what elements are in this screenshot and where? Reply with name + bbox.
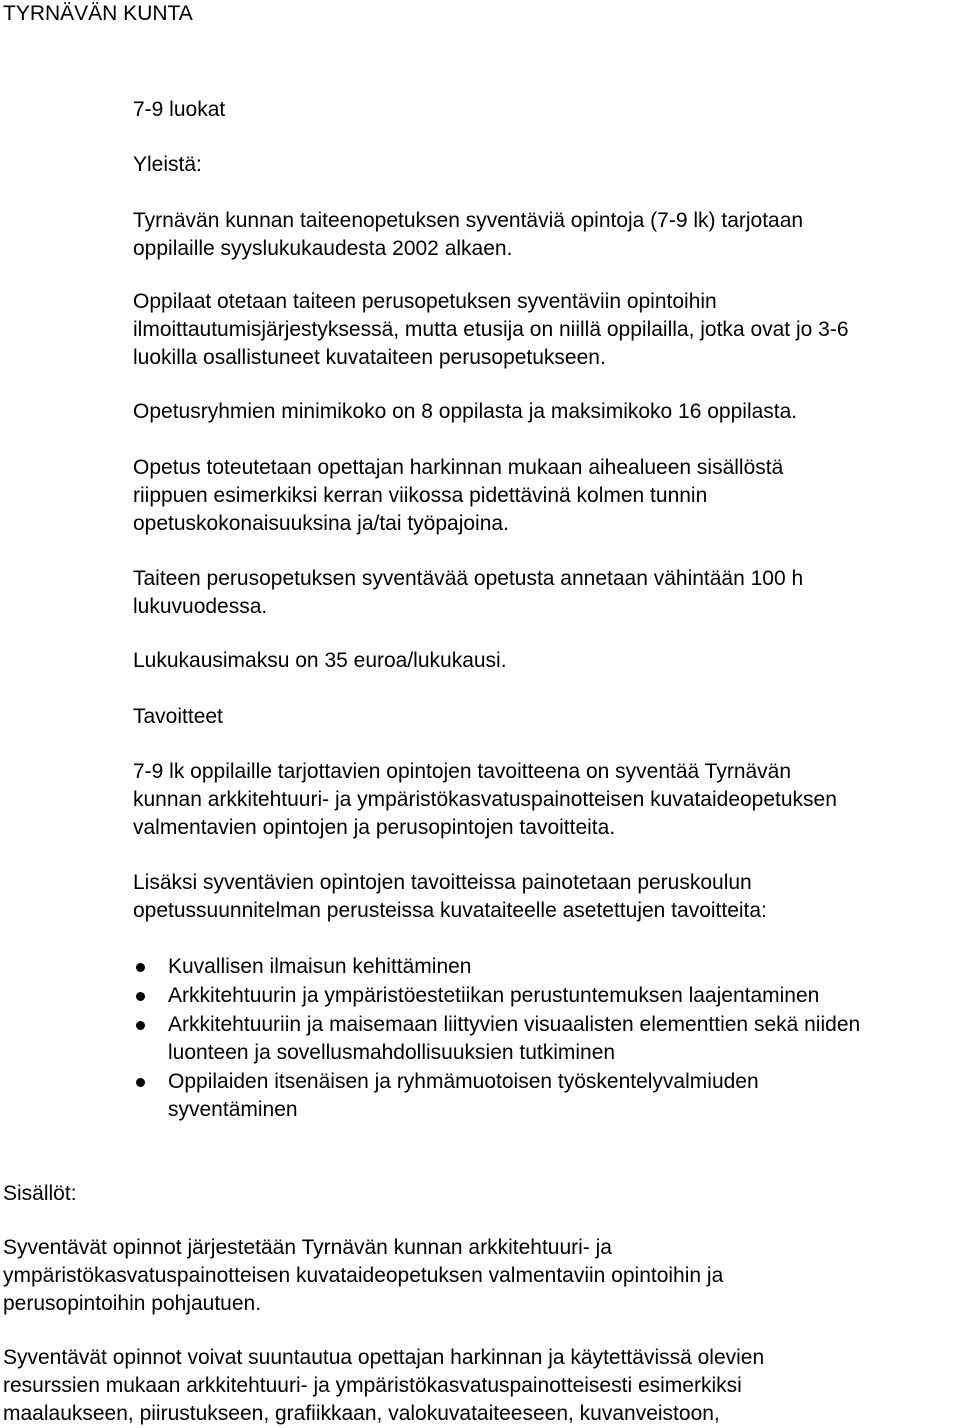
text-line: ympäristökasvatuspainotteisen kuvataideopetuksen valmentaviin opintoihin ja [3, 1264, 724, 1287]
page-header [3, 0, 193, 28]
list-item [168, 1068, 759, 1124]
paragraph-contents-focus [3, 1344, 764, 1428]
text-line: opetussuunnitelman perusteissa kuvataiteelle asetettujen tavoitteita: [133, 899, 767, 922]
general-heading: Yleistä: [133, 153, 202, 176]
text-line: Kuvallisen ilmaisun kehittäminen [168, 955, 472, 978]
text-line: luonteen ja sovellusmahdollisuuksien tutkiminen [168, 1041, 616, 1064]
text-line: Opetus toteutetaan opettajan harkinnan mukaan aihealueen sisällöstä [133, 456, 784, 479]
bullet-icon [136, 1078, 145, 1087]
text-line: Arkkitehtuuriin ja maisemaan liittyvien visuaalisten elementtien sekä niiden [168, 1013, 861, 1036]
municipality-title: TYRNÄVÄN KUNTA [3, 2, 193, 25]
text-line: Oppilaiden itsenäisen ja ryhmämuotoisen työskentelyvalmiuden [168, 1070, 759, 1093]
paragraph-goals-extra [133, 869, 767, 925]
paragraph-hours [133, 565, 803, 621]
paragraph-teaching [133, 454, 783, 538]
text-line: riippuen esimerkiksi kerran viikossa pidettävinä kolmen tunnin [133, 484, 708, 507]
list-item [168, 982, 819, 1010]
text-line: luokilla osallistuneet kuvataiteen perusopetukseen. [133, 346, 606, 369]
paragraph-fee: Lukukausimaksu on 35 euroa/lukukausi. [133, 649, 507, 672]
text-line: Lisäksi syventävien opintojen tavoitteissa painotetaan peruskoulun [133, 871, 752, 894]
paragraph-contents-basis [3, 1234, 723, 1318]
goals-heading: Tavoitteet [133, 705, 223, 728]
text-line: Arkkitehtuurin ja ympäristöestetiikan perustuntemuksen laajentaminen [168, 984, 820, 1007]
text-line: ilmoittautumisjärjestyksessä, mutta etusija on niillä oppilailla, jotka ovat jo 3-6 [133, 318, 849, 341]
paragraph-goals [133, 758, 837, 842]
paragraph-admission [133, 288, 849, 372]
paragraph-offering [133, 207, 803, 263]
text-line: Tyrnävän kunnan taiteenopetuksen syventäviä opintoja (7-9 lk) tarjotaan [133, 209, 804, 232]
bullet-icon [136, 1021, 145, 1030]
text-line: opetuskokonaisuuksina ja/tai työpajoina. [133, 512, 509, 535]
section-title: 7-9 luokat [133, 98, 226, 121]
text-line: Syventävät opinnot järjestetään Tyrnävän kunnan arkkitehtuuri- ja [3, 1236, 612, 1259]
text-line: lukuvuodessa. [133, 595, 268, 618]
paragraph-group-size: Opetusryhmien minimikoko on 8 oppilasta ja maksimikoko 16 oppilasta. [133, 400, 798, 423]
list-item [168, 1011, 860, 1067]
contents-heading: Sisällöt: [3, 1182, 77, 1205]
text-line: Oppilaat otetaan taiteen perusopetuksen syventäviin opintoihin [133, 290, 717, 313]
text-line: maalaukseen, piirustukseen, grafiikkaan, valokuvataiteeseen, kuvanveistoon, [3, 1402, 720, 1425]
text-line: 7-9 lk oppilaille tarjottavien opintojen tavoitteena on syventää Tyrnävän [133, 760, 792, 783]
text-line: Taiteen perusopetuksen syventävää opetusta annetaan vähintään 100 h [133, 567, 804, 590]
text-line: resurssien mukaan arkkitehtuuri- ja ympäristökasvatuspainotteisesti esimerkiksi [3, 1374, 742, 1397]
text-line: kunnan arkkitehtuuri- ja ympäristökasvatuspainotteisen kuvataideopetuksen [133, 788, 837, 811]
text-line: valmentavien opintojen ja perusopintojen tavoitteita. [133, 816, 616, 839]
bullet-icon [136, 992, 145, 1001]
text-line: oppilaille syyslukukaudesta 2002 alkaen. [133, 237, 513, 260]
text-line: Syventävät opinnot voivat suuntautua opettajan harkinnan ja käytettävissä olevien [3, 1346, 765, 1369]
text-line: syventäminen [168, 1098, 298, 1121]
text-line: perusopintoihin pohjautuen. [3, 1292, 262, 1315]
list-item [168, 953, 472, 981]
bullet-icon [136, 963, 145, 972]
